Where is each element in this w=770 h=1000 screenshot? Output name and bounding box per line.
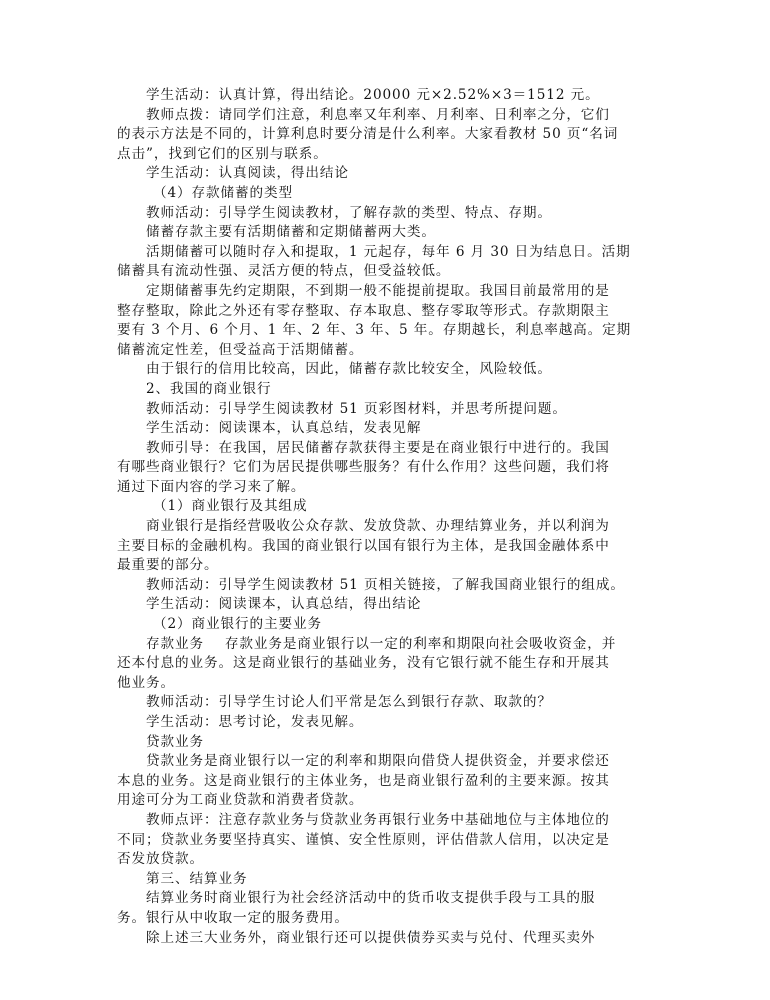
text-line: 最重要的部分。 bbox=[117, 557, 219, 574]
text-line: 商业银行是指经营吸收公众存款、发放贷款、办理结算业务，并以利润为 bbox=[146, 518, 610, 535]
text-line: 储蓄流定性差，但受益高于活期储蓄。 bbox=[117, 341, 364, 358]
text-line: 由于银行的信用比较高，因此，储蓄存款比较安全，风险较低。 bbox=[146, 361, 552, 378]
text-line: 储蓄存款主要有活期储蓄和定期储蓄两大类。 bbox=[146, 224, 436, 241]
document-body bbox=[117, 86, 655, 948]
text-line: 主要目标的金融机构。我国的商业银行以国有银行为主体，是我国金融体系中 bbox=[117, 537, 610, 554]
text-line: 教师点评：注意存款业务与贷款业务再银行业务中基础地位与主体地位的 bbox=[146, 811, 610, 828]
text-line: 整存整取，除此之外还有零存整取、存本取息、整存零取等形式。存款期限主 bbox=[117, 302, 610, 319]
text-line: 第三、结算业务 bbox=[146, 870, 248, 887]
text-line: （1）商业银行及其组成 bbox=[153, 498, 308, 515]
text-line: 用途可分为工商业贷款和消费者贷款。 bbox=[117, 792, 364, 809]
text-line: 学生活动：阅读课本，认真总结，发表见解 bbox=[146, 420, 422, 437]
text-line: 学生活动：阅读课本，认真总结，得出结论 bbox=[146, 596, 422, 613]
text-line: （4）存款储蓄的类型 bbox=[153, 184, 293, 201]
text-line: 2、我国的商业银行 bbox=[146, 380, 272, 397]
text-line: 定期储蓄事先约定期限，不到期一般不能提前提取。我国目前最常用的是 bbox=[146, 282, 610, 299]
text-line: （2）商业银行的主要业务 bbox=[153, 616, 322, 633]
text-line: 的表示方法是不同的，计算利息时要分清是什么利率。大家看教材 50 页“名词 bbox=[117, 126, 619, 143]
text-line: 务。银行从中收取一定的服务费用。 bbox=[117, 909, 349, 926]
text-line: 教师点拨：请同学们注意，利息率又年利率、月利率、日利率之分，它们 bbox=[146, 106, 610, 123]
text-line: 储蓄具有流动性强、灵活方便的特点，但受益较低。 bbox=[117, 263, 451, 280]
text-line: 教师活动：引导学生阅读教材 51 页相关链接，了解我国商业银行的组成。 bbox=[146, 576, 625, 593]
text-line: 点击”，找到它们的区别与联系。 bbox=[117, 145, 328, 162]
text-line: 要有 3 个月、6 个月、1 年、2 年、3 年、5 年。存期越长，利息率越高。定期 bbox=[117, 322, 632, 339]
text-line: 否发放贷款。 bbox=[117, 851, 204, 868]
text-line: 贷款业务 bbox=[146, 733, 204, 750]
text-line: 学生活动：认真阅读，得出结论 bbox=[146, 165, 349, 182]
text-line: 通过下面内容的学习来了解。 bbox=[117, 478, 306, 495]
text-line: 本息的业务。这是商业银行的主体业务，也是商业银行盈利的主要来源。按其 bbox=[117, 772, 610, 789]
text-line: 贷款业务是商业银行以一定的利率和期限向借贷人提供资金，并要求偿还 bbox=[146, 753, 610, 770]
text-line: 活期储蓄可以随时存入和提取，1 元起存，每年 6 月 30 日为结息日。活期 bbox=[146, 243, 631, 260]
text-line: 教师活动：引导学生阅读教材，了解存款的类型、特点、存期。 bbox=[146, 204, 552, 221]
text-line: 学生活动：认真计算，得出结论。20000 元×2.52%×3＝1512 元。 bbox=[146, 87, 600, 103]
text-line: 有哪些商业银行？它们为居民提供哪些服务？有什么作用？这些问题，我们将 bbox=[117, 459, 610, 476]
text-line: 不同；贷款业务要坚持真实、谨慎、安全性原则，评估借款人信用，以决定是 bbox=[117, 831, 610, 848]
text-line: 还本付息的业务。这是商业银行的基础业务，没有它银行就不能生存和开展其 bbox=[117, 655, 610, 672]
text-line: 教师活动：引导学生讨论人们平常是怎么到银行存款、取款的？ bbox=[146, 694, 552, 711]
text-line: 教师活动：引导学生阅读教材 51 页彩图材料，并思考所提问题。 bbox=[146, 400, 567, 417]
text-line: 教师引导：在我国，居民储蓄存款获得主要是在商业银行中进行的。我国 bbox=[146, 439, 610, 456]
text-line: 存款业务 存款业务是商业银行以一定的利率和期限向社会吸收资金，并 bbox=[146, 635, 617, 652]
text-line: 结算业务时商业银行为社会经济活动中的货币收支提供手段与工具的服 bbox=[146, 890, 596, 907]
text-line: 学生活动：思考讨论，发表见解。 bbox=[146, 714, 364, 730]
text-line: 除上述三大业务外，商业银行还可以提供债券买卖与兑付、代理买卖外 bbox=[146, 929, 596, 946]
text-line: 他业务。 bbox=[117, 674, 175, 691]
